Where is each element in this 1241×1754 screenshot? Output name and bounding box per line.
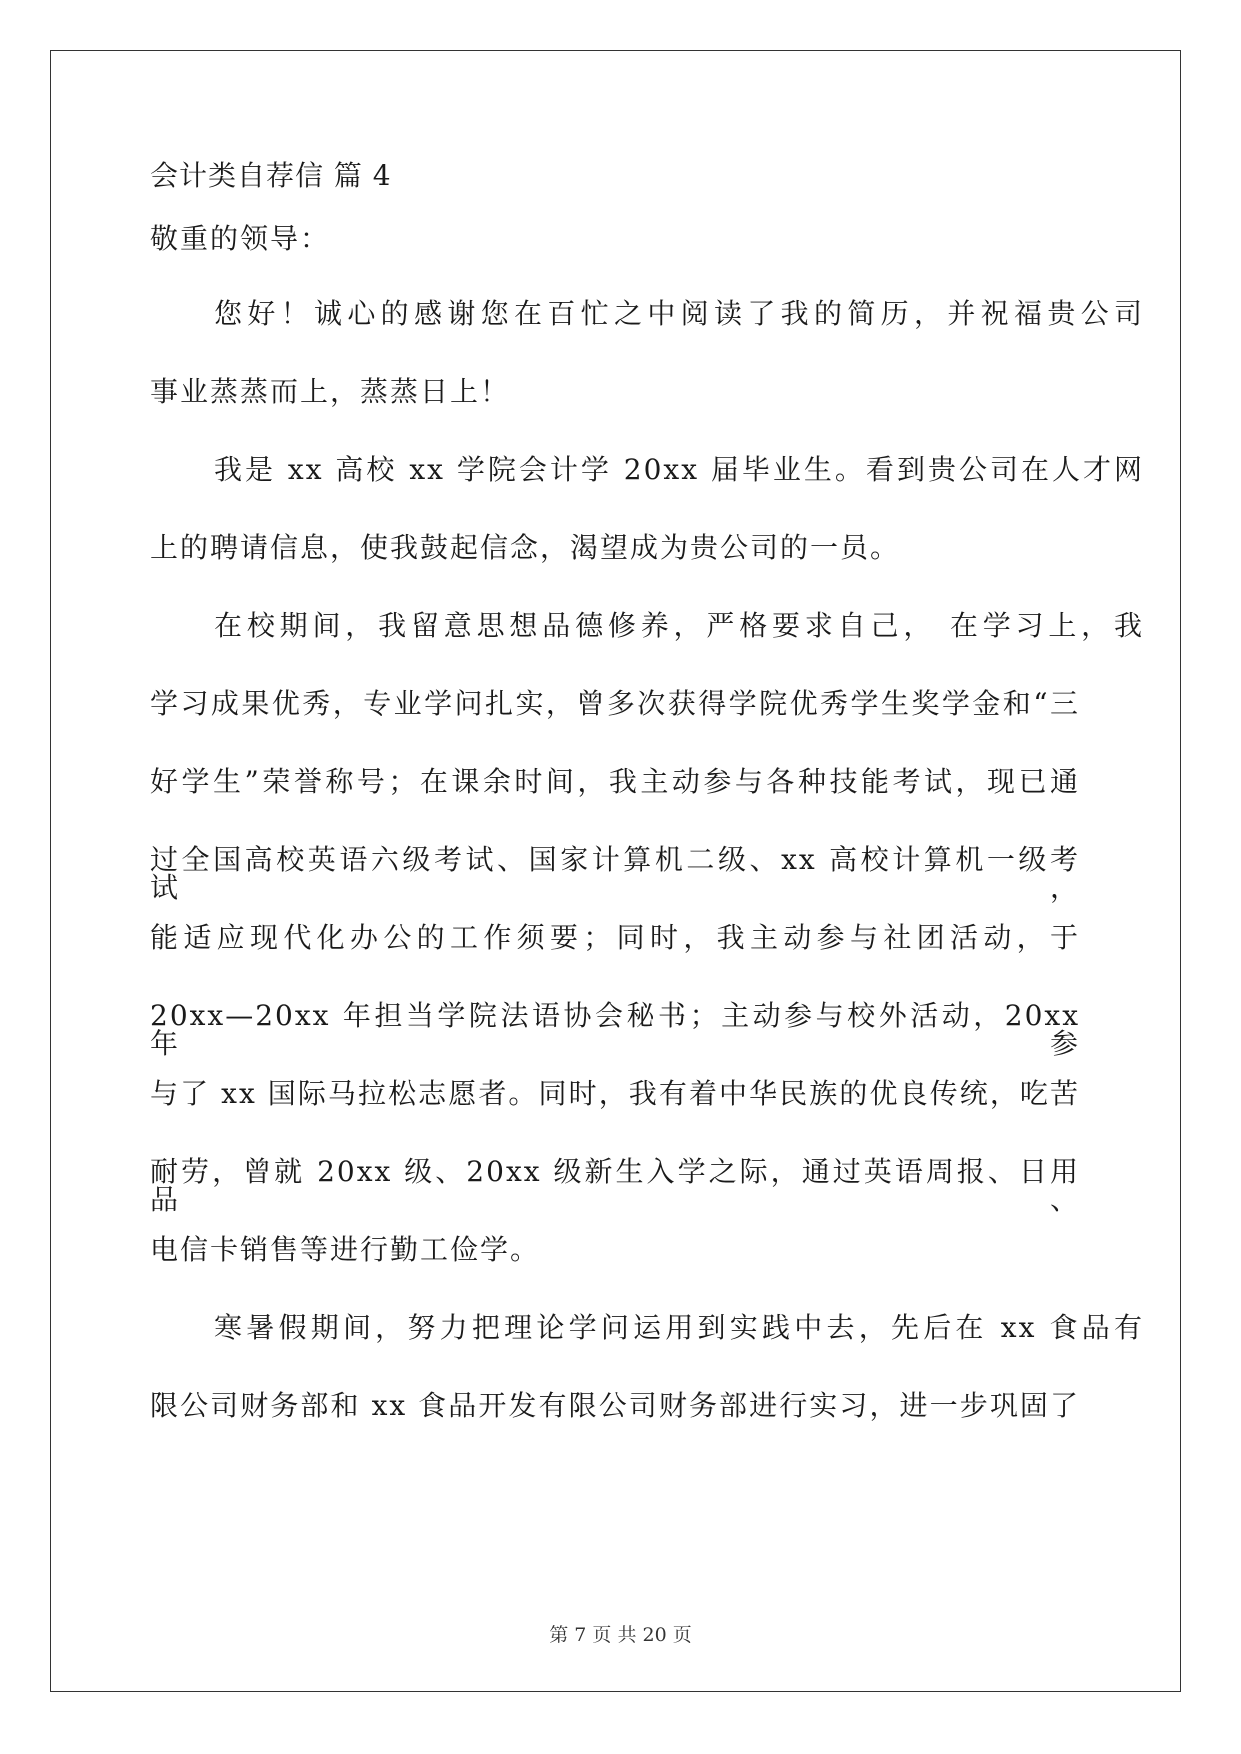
paragraph-line: 我是 xx 高校 xx 学院会计学 20xx 届毕业生。看到贵公司在人才网 (214, 453, 1144, 486)
paragraph-line: 上的聘请信息，使我鼓起信念，渴望成为贵公司的一员。 (150, 531, 901, 564)
paragraph-line: 电信卡销售等进行勤工俭学。 (150, 1233, 541, 1266)
paragraph-line: 您好！诚心的感谢您在百忙之中阅读了我的简历，并祝福贵公司 (214, 297, 1144, 330)
paragraph-1 (150, 297, 1144, 408)
page-number: 第 7 页 共 20 页 (549, 1624, 692, 1646)
paragraph-line: 限公司财务部和 xx 食品开发有限公司财务部进行实习，进一步巩固了 (150, 1389, 1080, 1422)
paragraph-line: 学习成果优秀，专业学问扎实，曾多次获得学院优秀学生奖学金和“三 (150, 687, 1080, 720)
paragraph-line: 事业蒸蒸而上，蒸蒸日上！ (150, 375, 511, 408)
paragraph-line: 与了 xx 国际马拉松志愿者。同时，我有着中华民族的优良传统，吃苦 (150, 1077, 1080, 1110)
document-title: 会计类自荐信 篇 4 (150, 159, 392, 192)
paragraph-line: 20xx—20xx 年担当学院法语协会秘书；主动参与校外活动，20xx 年参 (150, 999, 1080, 1060)
document-body (150, 159, 1144, 1470)
salutation: 敬重的领导： (150, 222, 331, 255)
paragraph-line: 在校期间，我留意思想品德修养，严格要求自己， 在学习上，我 (214, 609, 1144, 642)
paragraph-line: 好学生”荣誉称号；在课余时间，我主动参与各种技能考试，现已通 (150, 765, 1080, 798)
paragraph-line: 能适应现代化办公的工作须要；同时，我主动参与社团活动，于 (150, 921, 1080, 954)
paragraph-line: 耐劳，曾就 20xx 级、20xx 级新生入学之际，通过英语周报、日用品、 (150, 1155, 1080, 1216)
paragraph-line: 过全国高校英语六级考试、国家计算机二级、xx 高校计算机一级考试， (150, 843, 1080, 904)
paragraph-2 (150, 453, 1144, 564)
paragraph-3 (150, 609, 1144, 1266)
paragraph-4 (150, 1311, 1144, 1422)
paragraph-line: 寒暑假期间，努力把理论学问运用到实践中去，先后在 xx 食品有 (214, 1311, 1144, 1344)
